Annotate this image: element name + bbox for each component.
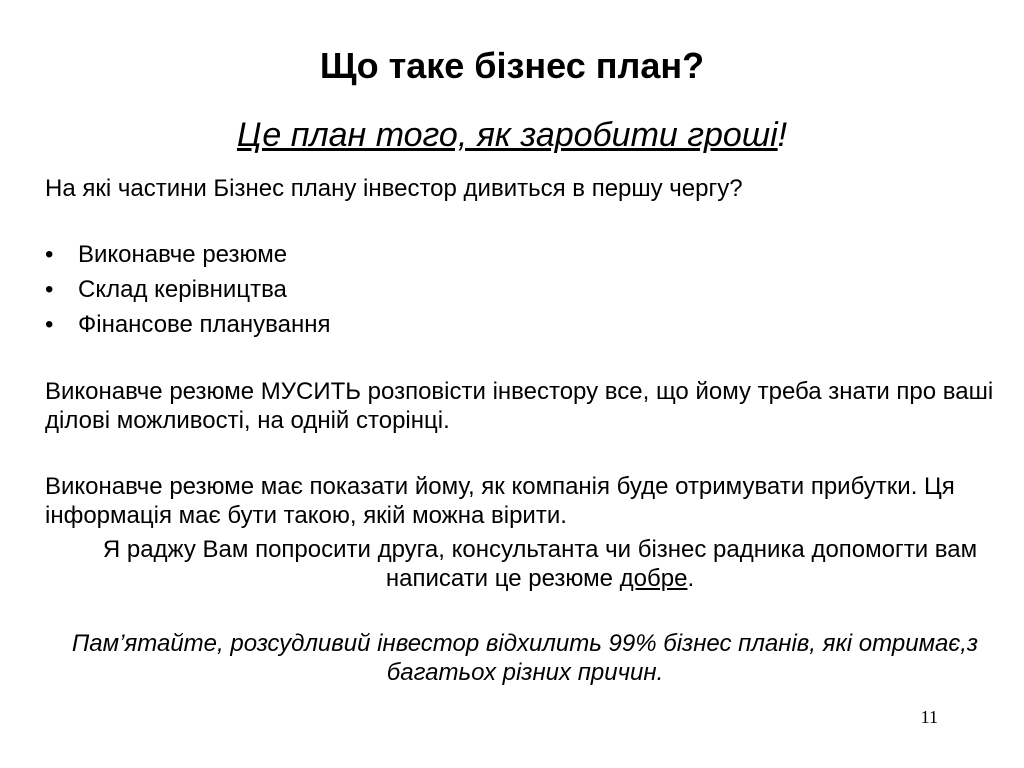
bullet-item — [45, 240, 330, 275]
paragraph-executive-summary-must: Виконавче резюме МУСИТЬ розповісти інвестору все, що йому треба знати про ваші ділові можливості, на одній сторінці. — [45, 378, 994, 434]
advice-main: Я раджу Вам попросити друга, консультанта чи бізнес радника допомогти вам написати це резюме — [102, 536, 978, 592]
bullet-text: Склад керівництва — [78, 276, 287, 303]
bullet-text: Фінансове планування — [78, 311, 331, 338]
subtitle-main: Це план того, як заробити гроші — [236, 116, 778, 154]
bullet-marker: • — [45, 311, 54, 338]
bullet-item — [45, 275, 330, 310]
bullet-text: Виконавче резюме — [78, 241, 288, 268]
bullet-item — [45, 310, 330, 345]
bullet-marker: • — [45, 276, 54, 303]
page-number: 11 — [920, 707, 938, 727]
slide-title: Що таке бізнес план? — [319, 45, 705, 86]
advice-text — [90, 535, 990, 593]
advice-emphasis: добре — [619, 565, 688, 592]
remember-note: Пам’ятайте, розсудливий інвестор відхилить 99% бізнес планів, які отримає,з багатьох різних причин. — [71, 630, 979, 686]
bullet-list — [45, 240, 330, 345]
question-text: На які частини Бізнес плану інвестор дивиться в першу чергу? — [45, 175, 743, 202]
bullet-marker: • — [45, 241, 54, 268]
slide-subtitle — [0, 113, 1024, 157]
paragraph-executive-summary-profits: Виконавче резюме має показати йому, як компанія буде отримувати прибутки. Ця інформація має бути такою, якій можна вірити. — [45, 473, 955, 529]
subtitle-end: ! — [777, 116, 788, 154]
advice-end: . — [687, 565, 695, 592]
